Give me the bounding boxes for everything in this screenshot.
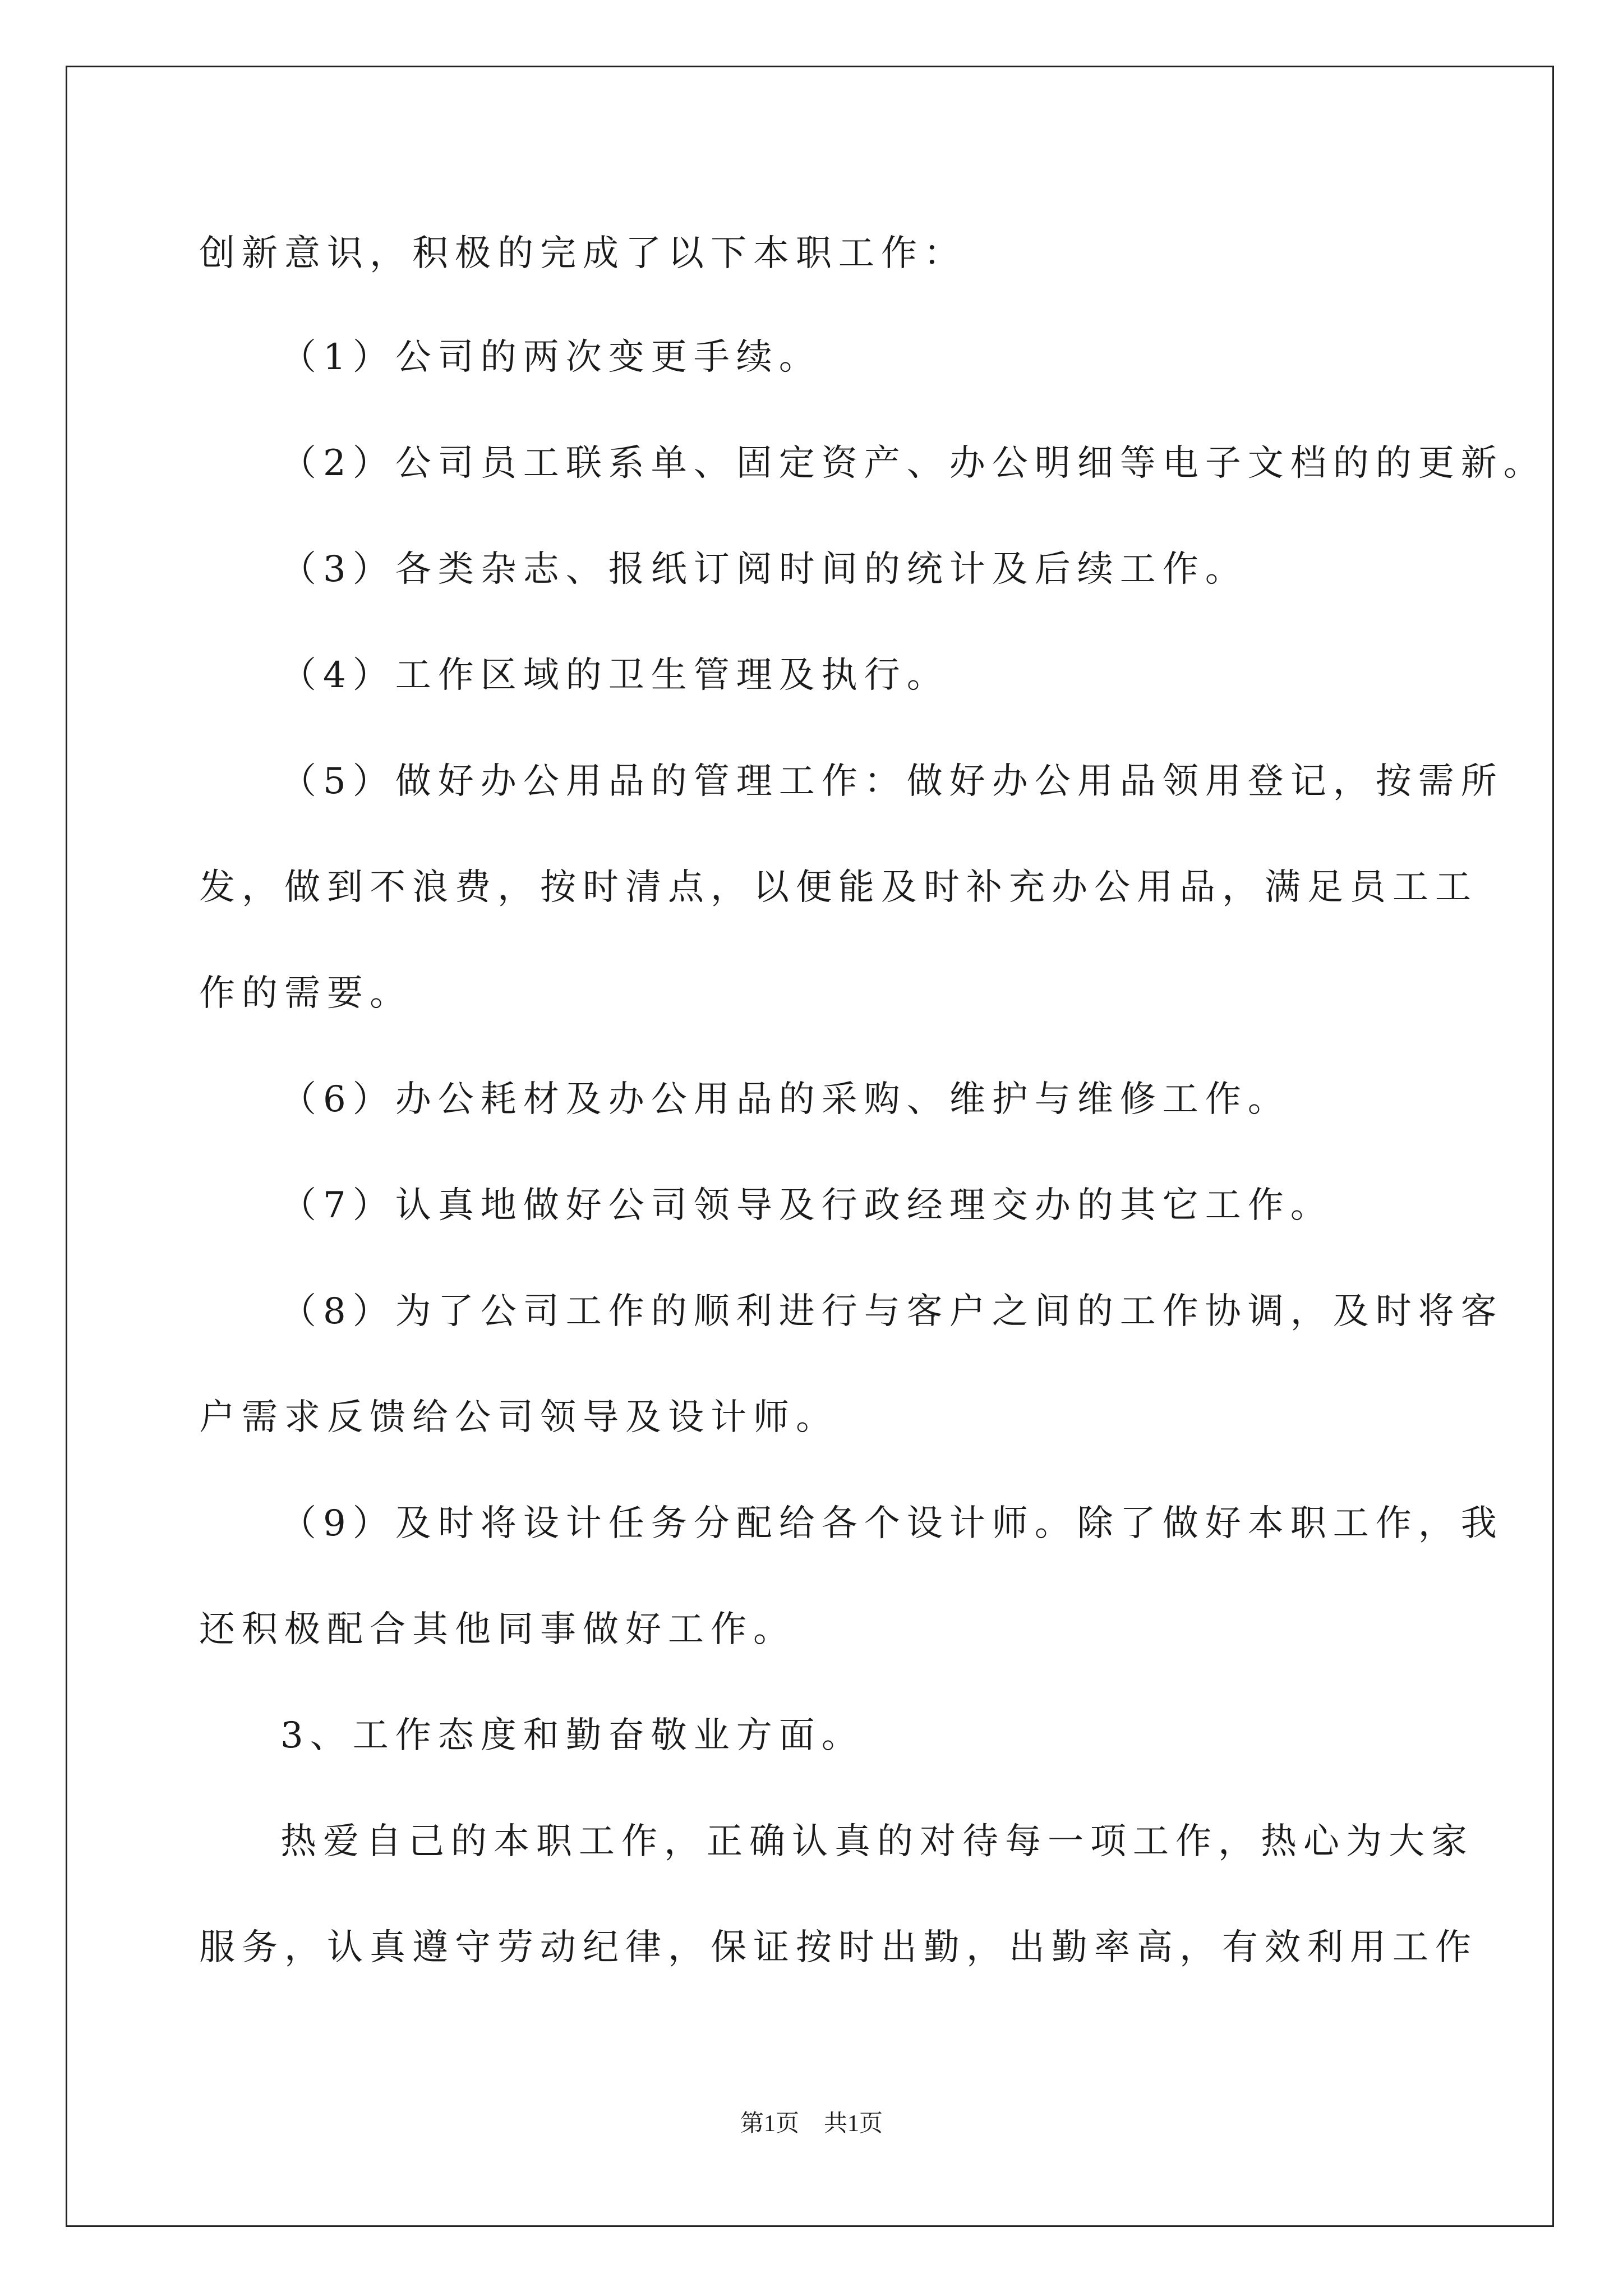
list-item: （7）认真地做好公司领导及行政经理交办的其它工作。 [280,1185,1333,1226]
list-item: （1）公司的两次变更手续。 [280,337,822,378]
page-border [66,66,1554,2227]
text-line: 创新意识，积极的完成了以下本职工作： [199,233,966,274]
page-total: 共1页 [824,2111,883,2137]
list-item: （9）及时将设计任务分配给各个设计师。除了做好本职工作，我 [280,1503,1504,1544]
section-heading: 3、工作态度和勤奋敬业方面。 [280,1715,864,1756]
list-item: （5）做好办公用品的管理工作：做好办公用品领用登记，按需所 [280,761,1504,802]
text-line: 还积极配合其他同事做好工作。 [199,1609,796,1650]
list-item: （8）为了公司工作的顺利进行与客户之间的工作协调，及时将客 [280,1291,1504,1332]
page-number: 第1页 [740,2111,799,2137]
paragraph-line: 热爱自己的本职工作，正确认真的对待每一项工作，热心为大家 [280,1821,1474,1862]
list-item: （3）各类杂志、报纸订阅时间的统计及后续工作。 [280,549,1248,590]
list-item: （4）工作区域的卫生管理及执行。 [280,655,949,696]
page-footer [0,2108,1623,2139]
text-line: 作的需要。 [199,973,412,1014]
text-line: 发，做到不浪费，按时清点，以便能及时补充办公用品，满足员工工 [199,867,1478,908]
text-line: 户需求反馈给公司领导及设计师。 [199,1397,838,1438]
list-item: （2）公司员工联系单、固定资产、办公明细等电子文档的的更新。 [280,443,1546,484]
list-item: （6）办公耗材及办公用品的采购、维护与维修工作。 [280,1079,1290,1120]
paragraph-line: 服务，认真遵守劳动纪律，保证按时出勤，出勤率高，有效利用工作 [199,1927,1478,1968]
